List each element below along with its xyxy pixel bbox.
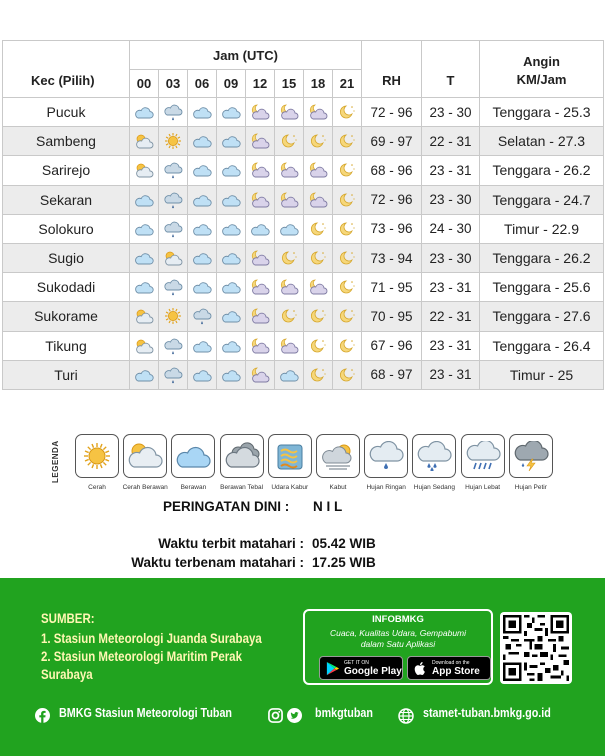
kecamatan-name[interactable]: Sukodadi (3, 273, 130, 302)
moon-cloud-icon (246, 243, 275, 272)
rh-value: 71 - 95 (362, 273, 422, 302)
drizzle-icon (159, 331, 188, 360)
rh-header: RH (362, 41, 422, 98)
temperature-value: 23 - 30 (422, 243, 480, 272)
cloud-icon (188, 331, 217, 360)
sun-cloud-icon (159, 243, 188, 272)
table-row (3, 360, 604, 389)
legend-label: Hujan Petir (514, 484, 547, 491)
angin-header (480, 41, 604, 98)
table-row (3, 127, 604, 156)
source-title: SUMBER: (41, 610, 95, 626)
cloud-icon (130, 214, 159, 243)
hour-header: 18 (304, 70, 333, 98)
facebook-text: BMKG Stasiun Meteorologi Tuban (59, 706, 232, 720)
app-subtitle: dalam Satu Aplikasi (360, 639, 436, 649)
social-handle-link[interactable] (268, 706, 382, 720)
temperature-value: 23 - 31 (422, 273, 480, 302)
haze-icon (268, 434, 312, 478)
source-line: 2. Stasiun Meteorologi Maritim Perak (41, 648, 242, 664)
moon-cloud-icon (275, 156, 304, 185)
cloud-icon (217, 331, 246, 360)
website-link[interactable] (398, 706, 572, 720)
app-title: INFOBMKG (372, 614, 424, 625)
rh-value: 68 - 97 (362, 360, 422, 389)
moon-icon (275, 127, 304, 156)
cloud-icon (217, 156, 246, 185)
cloud-icon (188, 185, 217, 214)
social-handle-text: bmkgtuban (315, 706, 373, 720)
kecamatan-name[interactable]: Sambeng (3, 127, 130, 156)
cloud-icon (217, 214, 246, 243)
rh-value: 72 - 96 (362, 185, 422, 214)
moon-cloud-icon (275, 273, 304, 302)
cloud-icon (130, 185, 159, 214)
wind-value: Tenggara - 26.4 (480, 331, 604, 360)
facebook-link[interactable] (35, 706, 260, 720)
legend-item (315, 434, 361, 491)
source-line: Surabaya (41, 666, 93, 682)
wind-value: Tenggara - 24.7 (480, 185, 604, 214)
sun-cloud-icon (130, 156, 159, 185)
cloud-icon (171, 434, 215, 478)
wind-value: Timur - 22.9 (480, 214, 604, 243)
legend-label: Hujan Ringan (366, 484, 406, 491)
sunset-label: Waktu terbenam matahari : (131, 555, 304, 570)
kecamatan-name[interactable]: Sugio (3, 243, 130, 272)
cloud-icon (130, 273, 159, 302)
legend-item (74, 434, 120, 491)
cloud-icon (188, 156, 217, 185)
legend-label: Hujan Sedang (413, 484, 455, 491)
hour-header: 06 (188, 70, 217, 98)
temperature-value: 23 - 31 (422, 360, 480, 389)
drizzle-icon (188, 302, 217, 331)
sun-icon (159, 127, 188, 156)
moon-icon (304, 331, 333, 360)
hour-header: 00 (130, 70, 159, 98)
legend-label: Berawan (180, 484, 207, 491)
app-subtitle: Cuaca, Kualitas Udara, Gempabumi (329, 628, 467, 638)
cloud-icon (275, 360, 304, 389)
moon-cloud-icon (246, 185, 275, 214)
cloud-icon (217, 98, 246, 127)
legend-item (460, 434, 506, 491)
hour-header: 03 (159, 70, 188, 98)
moon-icon (304, 302, 333, 331)
sunrise-label: Waktu terbit matahari : (158, 536, 304, 551)
cloud-icon (246, 214, 275, 243)
warning-label: PERINGATAN DINI : (163, 499, 290, 514)
table-row (3, 331, 604, 360)
moon-cloud-icon (304, 156, 333, 185)
temperature-value: 23 - 31 (422, 156, 480, 185)
drizzle-icon (159, 273, 188, 302)
moon-icon (275, 302, 304, 331)
legend-label: Udara Kabur (271, 484, 309, 491)
google-play-small: GET IT ON (344, 660, 369, 666)
rh-value: 72 - 96 (362, 98, 422, 127)
angin-label: Angin (523, 54, 560, 69)
kecamatan-name[interactable]: Turi (3, 360, 130, 389)
qr-code (500, 612, 572, 684)
cloud-icon (217, 185, 246, 214)
sun-cloud-icon (123, 434, 167, 478)
moon-icon (333, 214, 362, 243)
moon-cloud-icon (275, 331, 304, 360)
cloud-icon (188, 214, 217, 243)
moon-icon (304, 127, 333, 156)
sun-icon (75, 434, 119, 478)
table-row (3, 214, 604, 243)
forecast-table (2, 40, 604, 390)
cloud-icon (130, 98, 159, 127)
legend-item (363, 434, 409, 491)
moon-icon (333, 98, 362, 127)
drizzle-icon (159, 185, 188, 214)
drizzle-icon (159, 156, 188, 185)
cloud-icon (130, 243, 159, 272)
cloud-icon (275, 214, 304, 243)
moon-icon (333, 243, 362, 272)
legend-label: Cerah Berawan (122, 484, 168, 491)
thunderstorm-icon (509, 434, 553, 478)
sun-icon (159, 302, 188, 331)
source-line: 1. Stasiun Meteorologi Juanda Surabaya (41, 630, 262, 646)
moon-cloud-icon (246, 156, 275, 185)
kecamatan-name[interactable]: Tikung (3, 331, 130, 360)
kecamatan-name[interactable]: Sukorame (3, 302, 130, 331)
moderate-rain-icon (412, 434, 456, 478)
temperature-value: 23 - 30 (422, 185, 480, 214)
cloud-icon (217, 273, 246, 302)
moon-icon (333, 273, 362, 302)
table-row (3, 273, 604, 302)
website-text: stamet-tuban.bmkg.go.id (423, 706, 551, 720)
legend-label: Kabut (329, 484, 347, 491)
moon-icon (333, 127, 362, 156)
forecast-rows (3, 98, 604, 390)
table-row (3, 302, 604, 331)
cloud-icon (217, 302, 246, 331)
hour-header: 09 (217, 70, 246, 98)
drizzle-icon (159, 98, 188, 127)
legend-label: Berawan Tebal (220, 484, 264, 491)
angin-unit: KM/Jam (516, 72, 567, 87)
app-promo (303, 609, 493, 685)
legend-title: LEGENDA (51, 440, 60, 484)
wind-value: Tenggara - 26.2 (480, 156, 604, 185)
moon-cloud-icon (246, 127, 275, 156)
temperature-value: 23 - 31 (422, 331, 480, 360)
legend-item (219, 434, 265, 491)
cloud-icon (188, 360, 217, 389)
hour-header: 15 (275, 70, 304, 98)
temperature-value: 22 - 31 (422, 302, 480, 331)
rh-value: 73 - 96 (362, 214, 422, 243)
google-play-button[interactable] (319, 656, 403, 680)
drizzle-icon (159, 214, 188, 243)
google-play-icon (325, 661, 340, 676)
table-row (3, 185, 604, 214)
heavy-rain-icon (461, 434, 505, 478)
hour-header: 12 (246, 70, 275, 98)
moon-icon (304, 214, 333, 243)
wind-value: Tenggara - 25.3 (480, 98, 604, 127)
moon-cloud-icon (304, 273, 333, 302)
moon-cloud-icon (246, 98, 275, 127)
app-store-small: Download on the (432, 660, 470, 666)
moon-cloud-icon (304, 98, 333, 127)
cloud-icon (217, 243, 246, 272)
kecamatan-name[interactable]: Solokuro (3, 214, 130, 243)
footer (0, 578, 605, 756)
moon-cloud-icon (246, 273, 275, 302)
cloud-icon (217, 360, 246, 389)
cloud-icon (217, 127, 246, 156)
twitter-icon (287, 708, 302, 723)
legend-label: Hujan Lebat (465, 484, 501, 491)
app-store-label: App Store (432, 666, 480, 677)
rh-value: 68 - 96 (362, 156, 422, 185)
moon-cloud-icon (246, 302, 275, 331)
app-store-button[interactable] (407, 656, 491, 680)
table-row (3, 98, 604, 127)
temperature-value: 24 - 30 (422, 214, 480, 243)
moon-cloud-icon (275, 185, 304, 214)
cloud-icon (188, 127, 217, 156)
cloud-icon (188, 98, 217, 127)
apple-icon (413, 661, 428, 676)
moon-cloud-icon (246, 331, 275, 360)
sun-cloud-icon (130, 302, 159, 331)
moon-icon (304, 243, 333, 272)
legend-item (267, 434, 313, 491)
wind-value: Timur - 25 (480, 360, 604, 389)
globe-icon (398, 708, 414, 724)
legend-item (508, 434, 554, 491)
wind-value: Tenggara - 27.6 (480, 302, 604, 331)
table-row (3, 156, 604, 185)
legend-label: Cerah (88, 484, 106, 491)
t-header: T (422, 41, 480, 98)
rh-value: 67 - 96 (362, 331, 422, 360)
moon-icon (333, 331, 362, 360)
moon-icon (333, 156, 362, 185)
temperature-value: 23 - 30 (422, 98, 480, 127)
legend-item (122, 434, 168, 491)
legend-item (170, 434, 216, 491)
thick-cloud-icon (220, 434, 264, 478)
temperature-value: 22 - 31 (422, 127, 480, 156)
rh-value: 70 - 95 (362, 302, 422, 331)
drizzle-icon (159, 360, 188, 389)
wind-value: Tenggara - 26.2 (480, 243, 604, 272)
fog-icon (316, 434, 360, 478)
facebook-icon (35, 708, 50, 723)
moon-icon (333, 360, 362, 389)
wind-value: Tenggara - 25.6 (480, 273, 604, 302)
kecamatan-name[interactable]: Sarirejo (3, 156, 130, 185)
rh-value: 73 - 94 (362, 243, 422, 272)
moon-cloud-icon (304, 185, 333, 214)
moon-icon (333, 302, 362, 331)
cloud-icon (130, 360, 159, 389)
rh-value: 69 - 97 (362, 127, 422, 156)
google-play-label: Google Play (344, 666, 402, 677)
warning-value: N I L (313, 499, 343, 514)
hour-header: 21 (333, 70, 362, 98)
instagram-icon (268, 708, 283, 723)
sun-cloud-icon (130, 331, 159, 360)
kecamatan-name[interactable]: Pucuk (3, 98, 130, 127)
kec-header[interactable]: Kec (Pilih) (3, 41, 130, 98)
kecamatan-name[interactable]: Sekaran (3, 185, 130, 214)
sunrise-value: 05.42 WIB (312, 536, 376, 551)
moon-cloud-icon (275, 98, 304, 127)
moon-icon (304, 360, 333, 389)
light-rain-icon (364, 434, 408, 478)
moon-cloud-icon (246, 360, 275, 389)
cloud-icon (188, 273, 217, 302)
legend-item (411, 434, 457, 491)
table-row (3, 243, 604, 272)
moon-icon (275, 243, 304, 272)
wind-value: Selatan - 27.3 (480, 127, 604, 156)
legend (74, 434, 554, 496)
jam-header: Jam (UTC) (130, 41, 362, 70)
sun-cloud-icon (130, 127, 159, 156)
sunset-value: 17.25 WIB (312, 555, 376, 570)
moon-icon (333, 185, 362, 214)
cloud-icon (188, 243, 217, 272)
